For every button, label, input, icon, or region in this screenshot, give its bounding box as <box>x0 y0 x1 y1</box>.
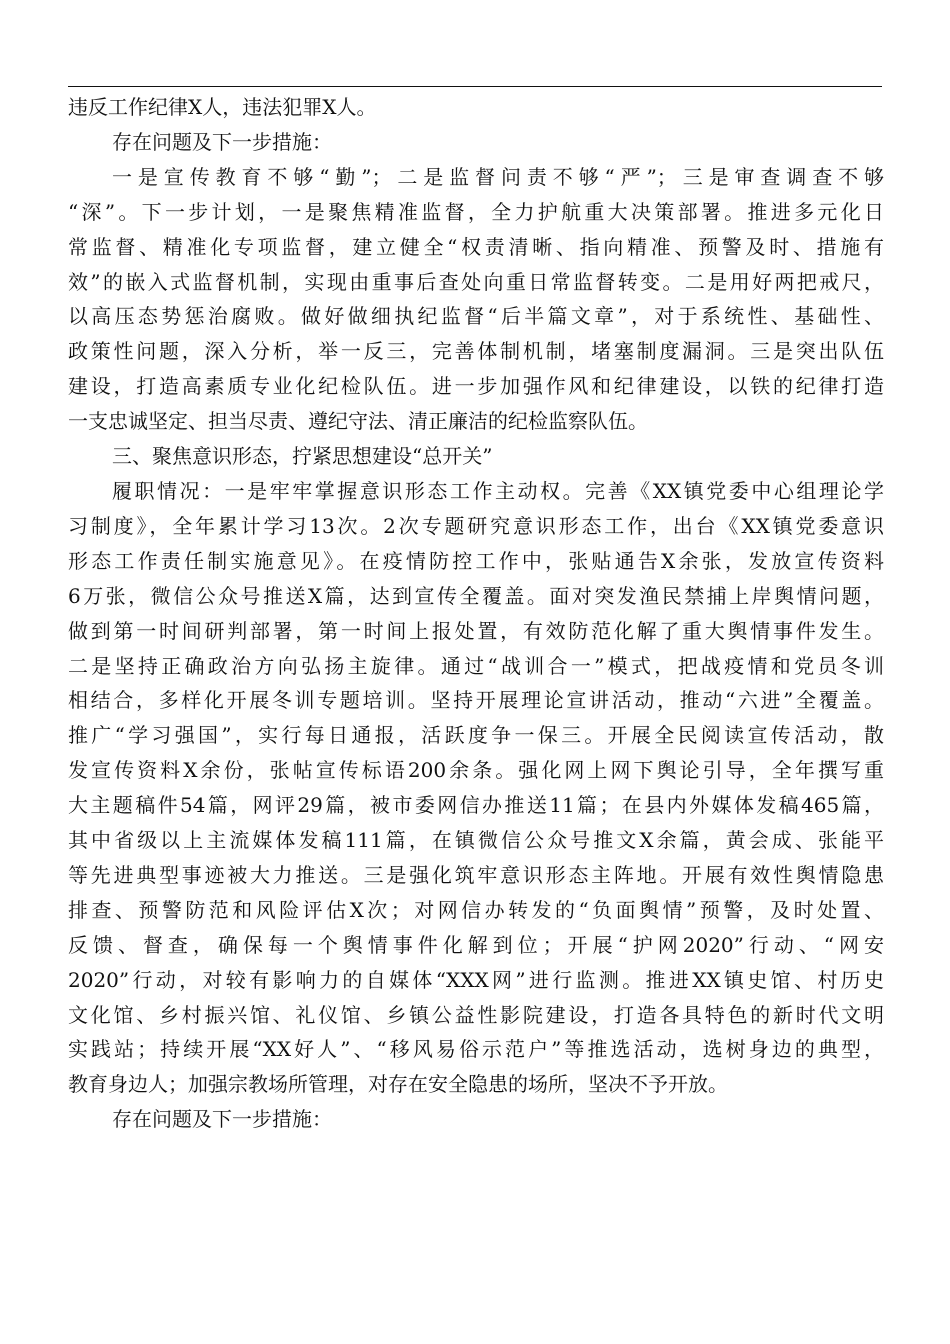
text-line: 反馈、督查，确保每一个舆情事件化解到位；开展“护网2020”行动、“网安 <box>68 932 884 957</box>
text-line: 推广“学习强国”，实行每日通报，活跃度争一保三。开展全民阅读宣传活动，散 <box>68 723 884 748</box>
text-line: 履职情况：一是牢牢掌握意识形态工作主动权。完善《XX镇党委中心组理论学 <box>112 478 884 503</box>
text-line: 大主题稿件54篇，网评29篇，被市委网信办推送11篇；在县内外媒体发稿465篇， <box>68 793 884 818</box>
text-line: 实践站；持续开展“XX好人”、“移风易俗示范户”等推选活动，选树身边的典型， <box>68 1037 884 1062</box>
text-line: 政策性问题，深入分析，举一反三，完善体制机制，堵塞制度漏洞。三是突出队伍 <box>68 339 884 364</box>
text-line: 文化馆、乡村振兴馆、礼仪馆、乡镇公益性影院建设，打造各具特色的新时代文明 <box>68 1002 884 1027</box>
text-line: 6万张，微信公众号推送X篇，达到宣传全覆盖。面对突发渔民禁捕上岸舆情问题， <box>68 583 884 608</box>
text-line: 相结合，多样化开展冬训专题培训。坚持开展理论宣讲活动，推动“六进”全覆盖。 <box>68 688 884 713</box>
text-line: “深”。下一步计划，一是聚焦精准监督，全力护航重大决策部署。推进多元化日 <box>68 199 884 224</box>
text-line: 建设，打造高素质专业化纪检队伍。进一步加强作风和纪律建设，以铁的纪律打造 <box>68 374 884 399</box>
text-line: 教育身边人；加强宗教场所管理，对存在安全隐患的场所，坚决不予开放。 <box>68 1072 728 1097</box>
text-line: 效”的嵌入式监督机制，实现由重事后查处向重日常监督转变。二是用好两把戒尺， <box>68 269 884 294</box>
header-rule <box>68 86 882 87</box>
text-line: 二是坚持正确政治方向弘扬主旋律。通过“战训合一”模式，把战疫情和党员冬训 <box>68 653 884 678</box>
text-line: 一支忠诚坚定、担当尽责、遵纪守法、清正廉洁的纪检监察队伍。 <box>68 409 648 434</box>
text-line: 常监督、精准化专项监督，建立健全“权责清晰、指向精准、预警及时、措施有 <box>68 234 884 259</box>
section-subheading: 存在问题及下一步措施： <box>112 129 332 154</box>
text-line: 2020”行动，对较有影响力的自媒体“XXX网”进行监测。推进XX镇史馆、村历史 <box>68 967 884 992</box>
document-body <box>68 90 884 1137</box>
text-line: 形态工作责任制实施意见》。在疫情防控工作中，张贴通告X余张，发放宣传资料 <box>68 548 884 573</box>
text-line: 习制度》，全年累计学习13次。2次专题研究意识形态工作，出台《XX镇党委意识 <box>68 513 884 538</box>
text-line: 等先进典型事迹被大力推送。三是强化筑牢意识形态主阵地。开展有效性舆情隐患 <box>68 862 884 887</box>
text-line: 做到第一时间研判部署，第一时间上报处置，有效防范化解了重大舆情事件发生。 <box>68 618 884 643</box>
text-line: 一是宣传教育不够“勤”；二是监督问责不够“严”；三是审查调查不够 <box>112 164 884 189</box>
text-line: 其中省级以上主流媒体发稿111篇，在镇微信公众号推文X余篇，黄会成、张能平 <box>68 828 884 853</box>
text-line: 排查、预警防范和风险评估X次；对网信办转发的“负面舆情”预警，及时处置、 <box>68 897 884 922</box>
text-line: 违反工作纪律X人，违法犯罪X人。 <box>68 95 377 119</box>
text-line: 发宣传资料X余份，张帖宣传标语200余条。强化网上网下舆论引导，全年撰写重 <box>68 758 884 783</box>
section-heading: 三、聚焦意识形态，拧紧思想建设“总开关” <box>112 444 493 469</box>
text-line: 以高压态势惩治腐败。做好做细执纪监督“后半篇文章”，对于系统性、基础性、 <box>68 304 884 329</box>
section-subheading: 存在问题及下一步措施： <box>112 1107 332 1132</box>
